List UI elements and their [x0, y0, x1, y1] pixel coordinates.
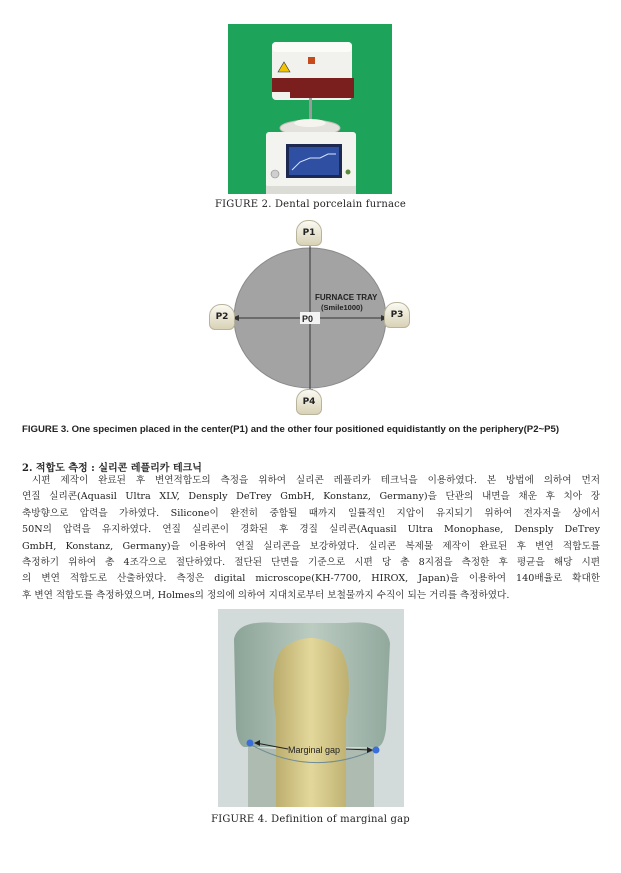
power-button [271, 170, 279, 178]
furnace-muffle-band [290, 78, 354, 98]
paragraph-line: 후 변연 적합도를 측정하였으며, Holmes의 정의에 의하여 지대치로부터 보철물까지 수직이 되는 거리를 측정하였다. [22, 589, 510, 601]
specimen-p4: P4 [296, 389, 322, 415]
center-label-p0: P0 [302, 314, 314, 324]
firing-tray-top [294, 119, 326, 127]
furnace-indicator-light [308, 57, 315, 64]
paragraph-line: 의 변연 적합도로 산출하였다. 측정은 digital microscope(KH-7700, HIROX, Japan)을 이용하여 140배율로 확대한 [22, 573, 600, 585]
margin-point-left [247, 740, 254, 747]
lift-rod [309, 98, 312, 122]
margin-point-right [373, 747, 380, 754]
paragraph-line: 연질 실리콘(Aquasil Ultra XLV, Densply DeTrey GmbH, Konstanz, Germany)을 단관의 내면을 채운 후 치아 장 [22, 491, 600, 503]
paragraph-line: 축방향으로 압력을 가하였다. Silicone이 완전히 중합될 때까지 일률적인 지압이 유지되기 위하여 전자저울 상에서 [22, 507, 600, 519]
paragraph-line: GmbH, Konstanz, Germany)을 이용하여 연질 실리콘을 보강하였다. 실리콘 복제물 제작이 완료된 후 변연 적합도를 [22, 540, 600, 552]
specimen-p3: P3 [384, 302, 410, 328]
furnace-band-left [272, 78, 294, 92]
crown-margin-left [248, 747, 276, 807]
section-paragraph [22, 473, 600, 604]
marginal-gap-svg [218, 609, 404, 807]
marginal-gap-label: Marginal gap [288, 745, 341, 755]
tray-label-line2: (Smile1000) [321, 303, 363, 312]
figure-3-tray-diagram [205, 218, 415, 418]
furnace-screen-display [289, 147, 339, 175]
specimen-p1: P1 [296, 220, 322, 246]
figure-2-caption: FIGURE 2. Dental porcelain furnace [214, 199, 407, 210]
furnace-feet [266, 186, 356, 194]
tray-label-line1: FURNACE TRAY [315, 293, 378, 302]
paragraph-line: 50N의 압력을 유지하였다. 연질 실리콘이 경화된 후 경질 실리콘(Aquasil Ultra Monophase, Densply DeTrey [22, 524, 600, 536]
section-heading: 2. 적합도 측정 : 실리콘 레플리카 테크닉 [22, 463, 202, 474]
figure-3-caption: FIGURE 3. One specimen placed in the center(P1) and the other four positioned equidistantly on the periphery(P2~P5) [22, 424, 560, 435]
specimen-p2: P2 [209, 304, 235, 330]
furnace-illustration [228, 24, 392, 194]
figure-4-marginal-gap-image [218, 609, 404, 807]
crown-margin-right [346, 747, 374, 807]
figure-4-caption: FIGURE 4. Definition of marginal gap [211, 814, 410, 825]
tooth-abutment [273, 638, 349, 807]
paragraph-line: 측정하기 위하여 총 4조각으로 절단하였다. 절단된 단면을 기준으로 시편 당 총 8지점을 측정한 후 평균을 해당 시편 [22, 557, 600, 569]
paragraph-line: 시편 제작이 완료된 후 변연적합도의 측정을 위하여 실리콘 레플리카 테크닉을 이용하였다. 본 방법에 의하여 먼저 [32, 475, 600, 486]
status-led [346, 170, 351, 175]
figure-2-furnace-photo [228, 24, 392, 194]
furnace-top-highlight [272, 42, 352, 52]
